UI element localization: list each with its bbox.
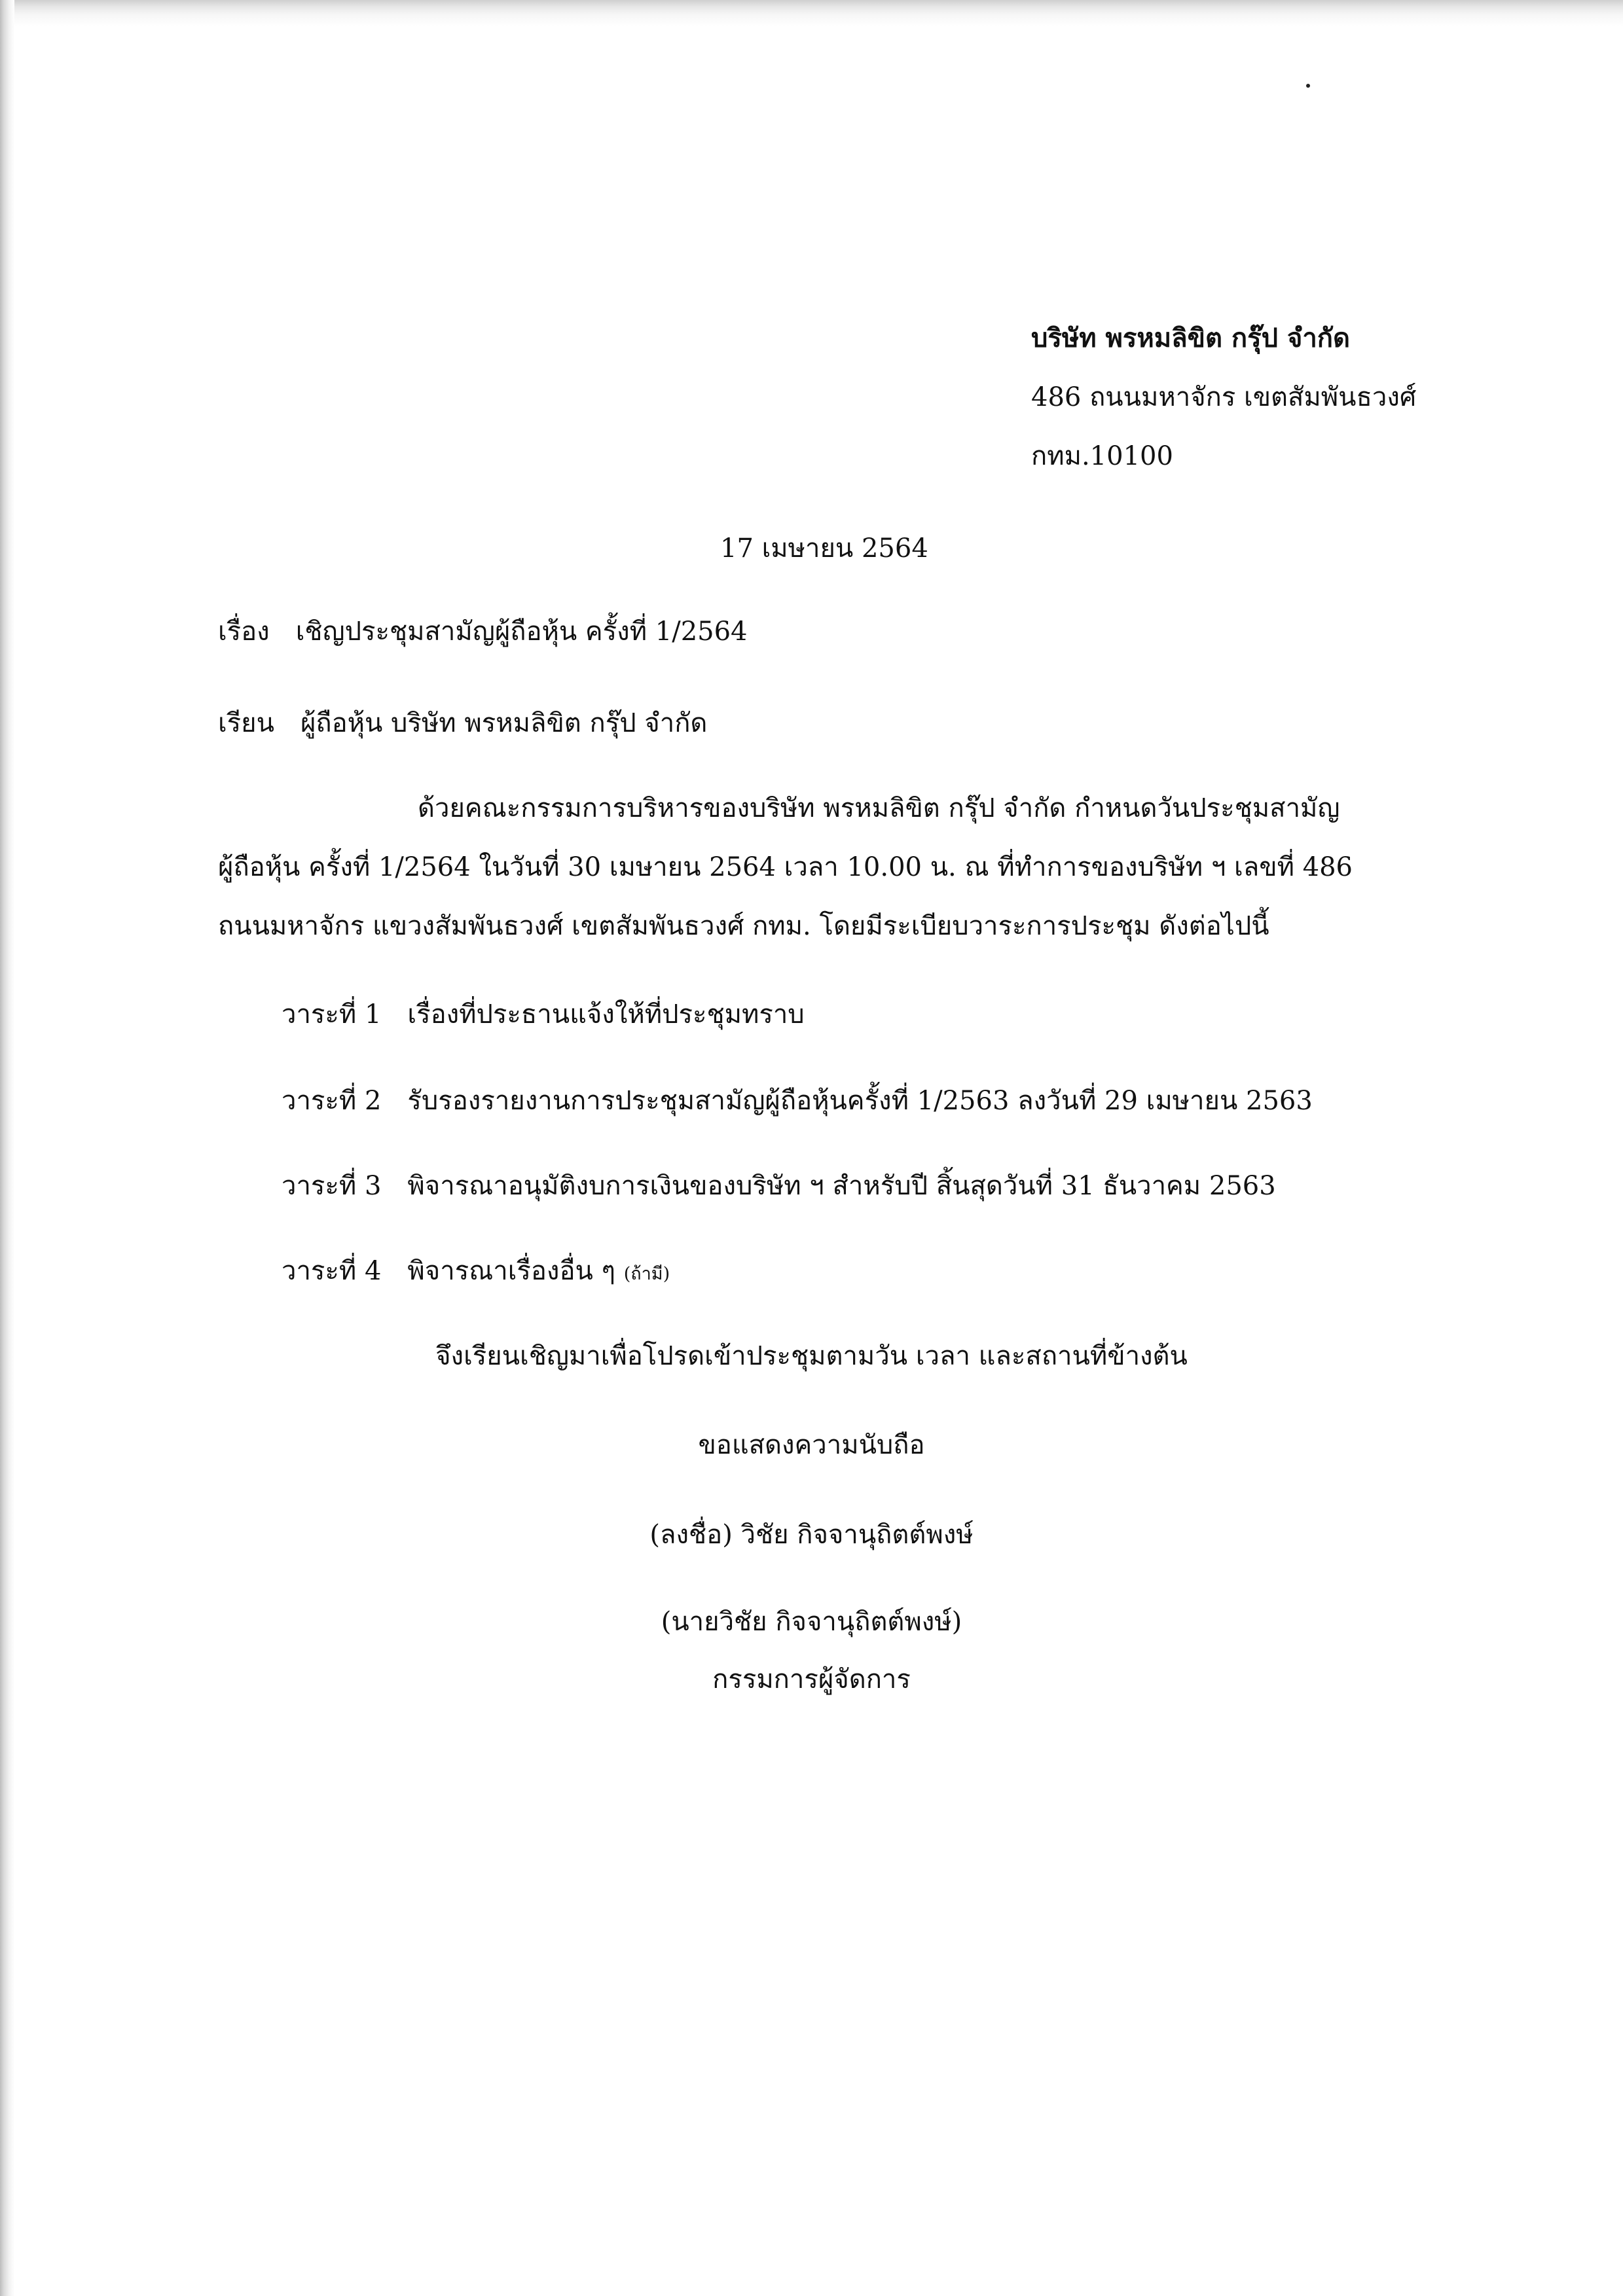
closing-regards: ขอแสดงความนับถือ [698, 1430, 925, 1460]
agenda-item-text: พิจารณาเรื่องอื่น ๆ [407, 1256, 616, 1286]
recipient-label: เรียน [218, 708, 274, 738]
agenda-item [282, 1166, 1276, 1206]
subject-text: เชิญประชุมสามัญผู้ถือหุ้น ครั้งที่ 1/2564 [295, 617, 748, 647]
body-line-1: ด้วยคณะกรรมการบริหารของบริษัท พรหมลิขิต กรุ๊ป จำกัด กำหนดวันประชุมสามัญ [418, 793, 1340, 823]
agenda-item [282, 995, 805, 1034]
body-line-3: ถนนมหาจักร แขวงสัมพันธวงศ์ เขตสัมพันธวงศ์ กทม. โดยมีระเบียบวาระการประชุม ดังต่อไปนี้ [218, 911, 1269, 941]
letter-date: 17 เมษายน 2564 [720, 533, 928, 564]
sender-address-line2: กทม.10100 [1031, 441, 1173, 471]
agenda-item-note: (ถ้ามี) [623, 1264, 670, 1284]
agenda-item-text: พิจารณาอนุมัติงบการเงินของบริษัท ฯ สำหรับปี สิ้นสุดวันที่ 31 ธันวาคม 2563 [407, 1171, 1276, 1201]
scan-speck [1306, 84, 1310, 88]
agenda-item [282, 1251, 670, 1294]
sender-address-line1: 486 ถนนมหาจักร เขตสัมพันธวงศ์ [1031, 382, 1417, 412]
agenda-item-label: วาระที่ 2 [282, 1086, 382, 1116]
scan-edge-top [0, 0, 1623, 26]
printed-name: (นายวิชัย กิจจานุถิตต์พงษ์) [661, 1607, 962, 1637]
agenda-item [282, 1081, 1313, 1121]
agenda-item-text: เรื่องที่ประธานแจ้งให้ที่ประชุมทราบ [407, 999, 805, 1030]
signer-position: กรรมการผู้จัดการ [712, 1664, 911, 1695]
sender-company: บริษัท พรหมลิขิต กรุ๊ป จำกัด [1031, 323, 1350, 353]
agenda-item-text: รับรองรายงานการประชุมสามัญผู้ถือหุ้นครั้งที่ 1/2563 ลงวันที่ 29 เมษายน 2563 [407, 1086, 1313, 1116]
subject-line [218, 612, 748, 651]
body-line-2: ผู้ถือหุ้น ครั้งที่ 1/2564 ในวันที่ 30 เมษายน 2564 เวลา 10.00 น. ณ ที่ทำการของบริษัท ฯ เลขที่ 486 [218, 852, 1353, 882]
agenda-item-label: วาระที่ 3 [282, 1171, 382, 1201]
recipient-text: ผู้ถือหุ้น บริษัท พรหมลิขิต กรุ๊ป จำกัด [300, 708, 708, 738]
scan-edge-left [0, 0, 14, 2296]
subject-label: เรื่อง [218, 617, 270, 647]
agenda-item-label: วาระที่ 1 [282, 999, 382, 1030]
closing-invitation: จึงเรียนเชิญมาเพื่อโปรดเข้าประชุมตามวัน เวลา และสถานที่ข้างต้น [435, 1341, 1188, 1371]
agenda-item-label: วาระที่ 4 [282, 1256, 382, 1286]
recipient-line [218, 704, 707, 743]
signature-line: (ลงชื่อ) วิชัย กิจจานุถิตต์พงษ์ [649, 1520, 974, 1550]
